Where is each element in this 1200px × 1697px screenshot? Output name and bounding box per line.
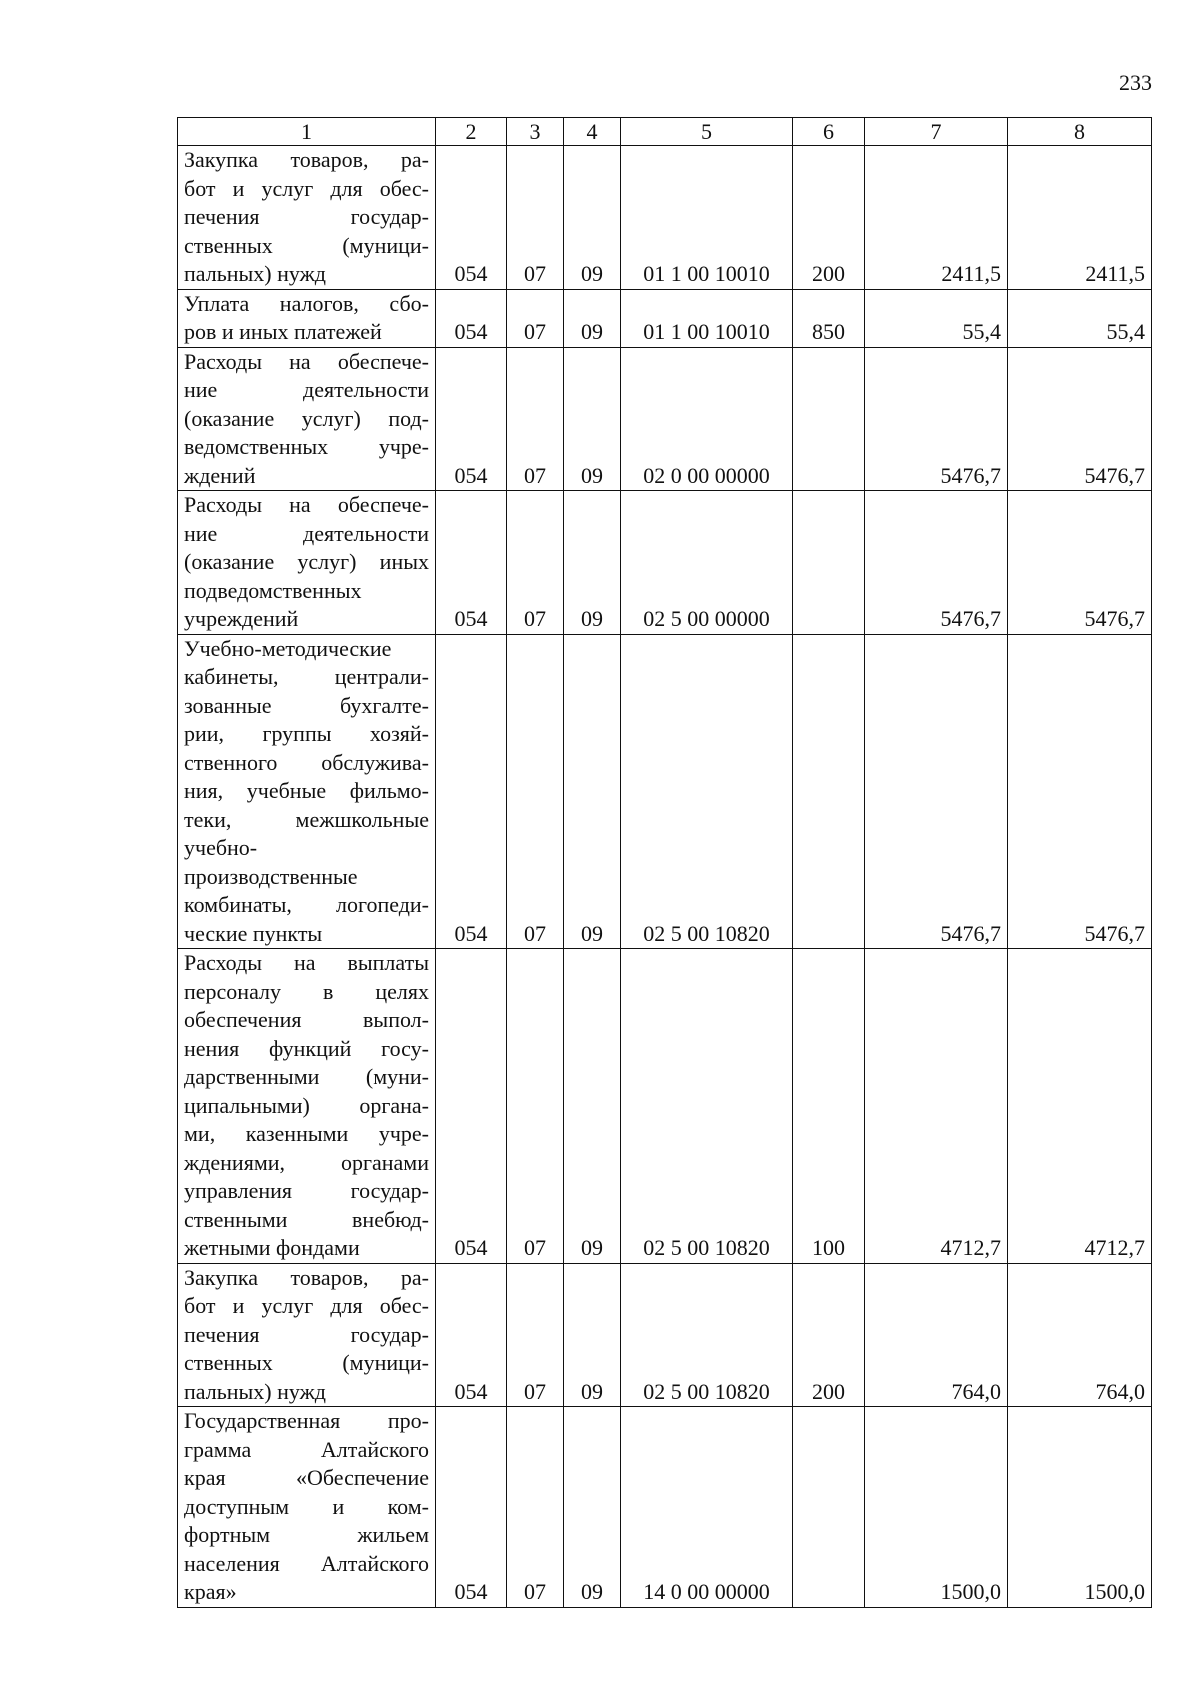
expense-name-line: пальных) нужд — [184, 261, 327, 286]
table-body — [178, 146, 1152, 1608]
table-row — [178, 491, 1152, 635]
expense-name-line: нения функций госу- — [184, 1035, 429, 1061]
expense-name-line: производственные — [184, 863, 358, 889]
subsection-code-cell: 09 — [564, 491, 621, 635]
expense-type-cell: 850 — [793, 289, 865, 347]
budget-table — [177, 117, 1152, 1608]
amount-cell: 55,4 — [1008, 289, 1152, 347]
target-item-cell: 02 5 00 10820 — [621, 949, 793, 1264]
amount-cell: 1500,0 — [1008, 1407, 1152, 1608]
expense-name-line: Расходы на обеспече- — [184, 492, 429, 517]
section-code-cell: 07 — [507, 289, 564, 347]
expense-name-line: Учебно-методические — [184, 635, 392, 661]
expense-name-line: кабинеты, централи- — [184, 664, 429, 689]
section-code-cell: 07 — [507, 949, 564, 1264]
expense-name-line: обеспечения выпол- — [184, 1007, 429, 1032]
expense-name-line: ния, учебные фильмо- — [184, 778, 429, 803]
expense-name-line: ственных (муници- — [184, 232, 429, 258]
table-row — [178, 949, 1152, 1264]
expense-name-cell — [178, 1263, 436, 1407]
header-cell: 4 — [564, 118, 621, 146]
target-item-cell: 01 1 00 10010 — [621, 289, 793, 347]
table-row — [178, 1407, 1152, 1608]
admin-code-cell: 054 — [436, 634, 507, 949]
expense-name-line: Расходы на обеспече- — [184, 348, 429, 374]
expense-name-line: Закупка товаров, ра- — [184, 1264, 429, 1290]
subsection-code-cell: 09 — [564, 949, 621, 1264]
expense-name-line: пальных) нужд — [184, 1378, 327, 1404]
amount-cell: 2411,5 — [865, 146, 1008, 290]
page-number: 233 — [1119, 70, 1152, 95]
table-row — [178, 347, 1152, 491]
expense-name-line: комбинаты, логопеди- — [184, 892, 429, 917]
expense-name-line: ждений — [184, 462, 256, 488]
amount-cell: 5476,7 — [1008, 634, 1152, 949]
target-item-cell: 02 5 00 00000 — [621, 491, 793, 635]
section-code-cell: 07 — [507, 347, 564, 491]
expense-name-cell — [178, 1407, 436, 1608]
section-code-cell: 07 — [507, 491, 564, 635]
header-cell: 8 — [1008, 118, 1152, 146]
expense-name-line: доступным и ком- — [184, 1493, 429, 1519]
subsection-code-cell: 09 — [564, 289, 621, 347]
table-row — [178, 146, 1152, 290]
expense-name-line: ми, казенными учре- — [184, 1121, 429, 1146]
expense-name-line: учреждений — [184, 606, 299, 631]
admin-code-cell: 054 — [436, 491, 507, 635]
expense-name-line: бот и услуг для обес- — [184, 1293, 429, 1318]
expense-name-line: ственными внебюд- — [184, 1206, 429, 1232]
expense-name-line: края» — [184, 1579, 237, 1604]
header-cell: 7 — [865, 118, 1008, 146]
section-code-cell: 07 — [507, 146, 564, 290]
expense-name-line: жетными фондами — [184, 1235, 360, 1260]
expense-name-line: рии, группы хозяй- — [184, 721, 429, 746]
expense-name-cell — [178, 146, 436, 290]
expense-name-line: грамма Алтайского — [184, 1436, 429, 1462]
subsection-code-cell: 09 — [564, 1407, 621, 1608]
table-row — [178, 634, 1152, 949]
expense-name-line: печения государ- — [184, 1321, 429, 1347]
expense-type-cell: 200 — [793, 1263, 865, 1407]
target-item-cell: 02 5 00 10820 — [621, 634, 793, 949]
expense-name-line: теки, межшкольные — [184, 806, 429, 832]
expense-name-line: подведомственных — [184, 577, 362, 603]
amount-cell: 5476,7 — [865, 634, 1008, 949]
section-code-cell: 07 — [507, 1263, 564, 1407]
amount-cell: 2411,5 — [1008, 146, 1152, 290]
header-cell: 3 — [507, 118, 564, 146]
expense-name-line: Уплата налогов, сбо- — [184, 290, 429, 316]
expense-name-line: учебно- — [184, 835, 258, 860]
amount-cell: 4712,7 — [865, 949, 1008, 1264]
header-cell: 2 — [436, 118, 507, 146]
target-item-cell: 02 5 00 10820 — [621, 1263, 793, 1407]
expense-name-line: ние деятельности — [184, 377, 429, 402]
subsection-code-cell: 09 — [564, 634, 621, 949]
expense-name-line: ждениями, органами — [184, 1149, 429, 1175]
expense-name-line: ственных (муници- — [184, 1350, 429, 1375]
table-header-row — [178, 118, 1152, 146]
expense-name-line: ние деятельности — [184, 520, 429, 546]
amount-cell: 764,0 — [1008, 1263, 1152, 1407]
admin-code-cell: 054 — [436, 146, 507, 290]
expense-name-line: дарственными (муни- — [184, 1064, 429, 1089]
expense-name-cell — [178, 347, 436, 491]
expense-type-cell — [793, 491, 865, 635]
table-row — [178, 289, 1152, 347]
expense-name-cell — [178, 634, 436, 949]
header-cell: 1 — [178, 118, 436, 146]
expense-name-line: фортным жильем — [184, 1522, 429, 1547]
admin-code-cell: 054 — [436, 347, 507, 491]
expense-type-cell — [793, 347, 865, 491]
expense-name-line: зованные бухгалте- — [184, 692, 429, 718]
amount-cell: 1500,0 — [865, 1407, 1008, 1608]
expense-type-cell: 100 — [793, 949, 865, 1264]
table-row — [178, 1263, 1152, 1407]
admin-code-cell: 054 — [436, 1263, 507, 1407]
admin-code-cell: 054 — [436, 289, 507, 347]
amount-cell: 764,0 — [865, 1263, 1008, 1407]
expense-type-cell — [793, 1407, 865, 1608]
expense-name-line: (оказание услуг) иных — [184, 549, 429, 574]
expense-name-line: Расходы на выплаты — [184, 950, 429, 975]
amount-cell: 5476,7 — [1008, 491, 1152, 635]
expense-name-line: ципальными) органа- — [184, 1092, 429, 1118]
admin-code-cell: 054 — [436, 949, 507, 1264]
expense-name-line: ведомственных учре- — [184, 434, 429, 459]
admin-code-cell: 054 — [436, 1407, 507, 1608]
section-code-cell: 07 — [507, 634, 564, 949]
expense-name-line: печения государ- — [184, 204, 429, 229]
expense-name-line: бот и услуг для обес- — [184, 175, 429, 201]
header-cell: 6 — [793, 118, 865, 146]
expense-name-cell — [178, 491, 436, 635]
expense-name-line: ственного обслужива- — [184, 749, 429, 775]
expense-type-cell — [793, 634, 865, 949]
expense-type-cell: 200 — [793, 146, 865, 290]
expense-name-line: ров и иных платежей — [184, 319, 382, 344]
section-code-cell: 07 — [507, 1407, 564, 1608]
subsection-code-cell: 09 — [564, 146, 621, 290]
header-cell: 5 — [621, 118, 793, 146]
target-item-cell: 01 1 00 10010 — [621, 146, 793, 290]
expense-name-line: управления государ- — [184, 1178, 429, 1203]
amount-cell: 5476,7 — [865, 347, 1008, 491]
target-item-cell: 02 0 00 00000 — [621, 347, 793, 491]
subsection-code-cell: 09 — [564, 347, 621, 491]
expense-name-line: Закупка товаров, ра- — [184, 147, 429, 172]
expense-name-line: персоналу в целях — [184, 978, 429, 1004]
expense-name-line: Государственная про- — [184, 1408, 429, 1433]
amount-cell: 4712,7 — [1008, 949, 1152, 1264]
amount-cell: 55,4 — [865, 289, 1008, 347]
target-item-cell: 14 0 00 00000 — [621, 1407, 793, 1608]
expense-name-line: края «Обеспечение — [184, 1465, 429, 1490]
amount-cell: 5476,7 — [1008, 347, 1152, 491]
expense-name-line: (оказание услуг) под- — [184, 405, 429, 431]
expense-name-line: населения Алтайского — [184, 1550, 429, 1576]
amount-cell: 5476,7 — [865, 491, 1008, 635]
subsection-code-cell: 09 — [564, 1263, 621, 1407]
expense-name-cell — [178, 289, 436, 347]
expense-name-line: ческие пункты — [184, 920, 323, 946]
expense-name-cell — [178, 949, 436, 1264]
